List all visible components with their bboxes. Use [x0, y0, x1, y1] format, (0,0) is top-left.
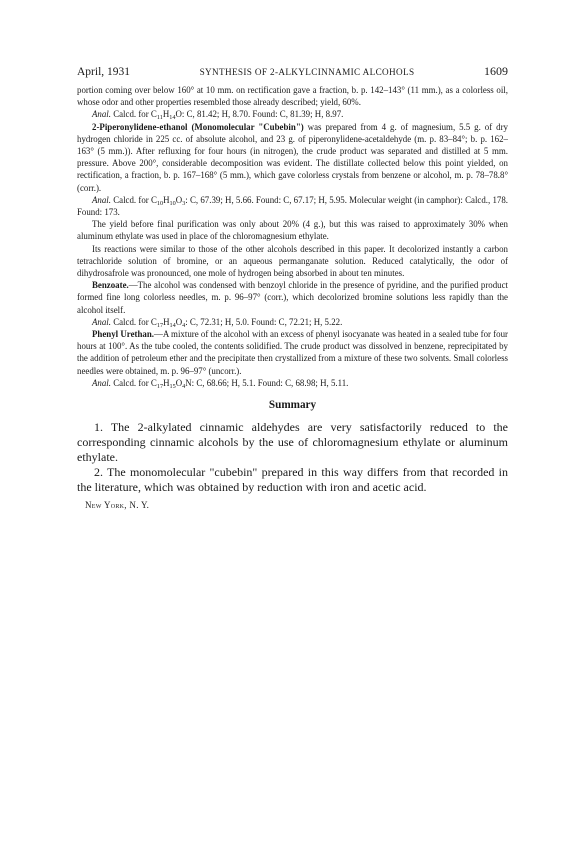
anal-values: : C, 67.39; H, 5.66. Found: C, 67.17; H, 5.95. Molecular weight (in camphor): Calcd., 178. Found: 173. [77, 194, 508, 218]
formula-element: O [175, 194, 183, 205]
anal-label: Anal. [92, 316, 111, 327]
formula-subscript: 14 [169, 114, 176, 122]
journal-page [77, 64, 508, 510]
formula-element: H [163, 377, 170, 388]
formula-element: N [185, 377, 192, 388]
paragraph-benzoate [77, 279, 508, 316]
formula-subscript: 10 [169, 199, 176, 207]
analysis-line-1 [77, 108, 508, 120]
anal-calcd-prefix: Calcd. for C [113, 377, 157, 388]
compound-heading: Phenyl Urethan. [92, 329, 154, 340]
paragraph-reactions: Its reactions were similar to those of the other alcohols described in this paper. It decolorized instantly a carbon tetrachloride solution of bromine, or an aqueous permanganate solution. Reduced catalytically, the odor of dihydrosafrole was pronounced, one mole of hydrogen being absorbed in about ten minutes. [77, 243, 508, 279]
analysis-line-2 [77, 194, 508, 218]
header-title: SYNTHESIS OF 2-ALKYLCINNAMIC ALCOHOLS [199, 67, 415, 77]
formula-subscript: 11 [156, 114, 163, 122]
header-date: April, 1931 [77, 66, 131, 78]
summary-section [77, 420, 508, 495]
location-signoff: New York, N. Y. [85, 500, 150, 511]
anal-calcd-prefix: Calcd. for C [113, 109, 157, 120]
anal-values: : C, 81.42; H, 8.70. Found: C, 81.39; H, 8.97. [181, 109, 344, 120]
anal-label: Anal. [92, 377, 111, 388]
paragraph-urethan [77, 328, 508, 377]
formula-subscript: 14 [169, 321, 176, 329]
paragraph-text: was prepared from 4 g. of magnesium, 5.5 g. of dry hydrogen chloride in 225 cc. of absolute alcohol, and 23 g. of piperonylidene-acetaldehyde (m. p. 83–84°; b. p. 162–163° (5 mm.)). After refluxing for four hours (in nitrogen), the crude product was separated and distilled at 5 mm. pressure. Above 200°, considerable decomposition was evident. The distillate collected below this point yielded, on rectification, a fraction, b. p. 167–168° (5 mm.), which gave colorless crystals from benzene or alcohol, m. p. 78–78.8° (corr.). [77, 121, 508, 193]
formula-subscript: 17 [156, 321, 164, 329]
anal-label: Anal. [92, 109, 111, 120]
formula-element: H [163, 194, 170, 205]
formula-element: H [163, 316, 170, 327]
formula-element: O [175, 316, 183, 327]
paragraph-continuation: portion coming over below 160° at 10 mm. on rectification gave a fraction, b. p. 142–143° (11 mm.), as a colorless oil, whose odor and other properties resembled those already described; yield, 60%. [77, 85, 508, 108]
paragraph-text: —A mixture of the alcohol with an excess of phenyl isocyanate was heated in a sealed tube for four hours at 100°. As the tube cooled, the contents solidified. The crude product was dissolved in benzene, reprecipitated by the addition of petroleum ether and the precipitate then crystallized from a mixture of these two solvents. Small colorless needles were obtained, m. p. 96–97° (uncorr.). [77, 329, 508, 376]
anal-calcd-prefix: Calcd. for C [113, 316, 157, 327]
anal-values: : C, 72.31; H, 5.0. Found: C, 72.21; H, 5.22. [185, 316, 343, 327]
summary-heading: Summary [268, 399, 317, 412]
anal-values: : C, 68.66; H, 5.1. Found: C, 68.98; H, 5.11. [191, 377, 349, 388]
formula-element: H [162, 109, 170, 120]
compound-heading: 2-Piperonylidene-ethanol (Monomolecular "Cubebin") [92, 121, 304, 132]
page-number: 1609 [483, 64, 508, 78]
anal-label: Anal. [92, 194, 111, 205]
paragraph-text: —The alcohol was condensed with benzoyl chloride in the presence of pyridine, and the purified product formed fine long colorless needles, m. p. 96–97° (corr.), which decolorized bromine solutions less rapidly than the alcohol itself. [77, 280, 508, 315]
formula-subscript: 3 [182, 199, 186, 207]
running-header [77, 64, 508, 84]
formula-subscript: 17 [156, 382, 164, 390]
summary-item-2: 2. The monomolecular "cubebin" prepared in this way differs from that recorded in the literature, which was obtained by reduction with iron and acetic acid. [77, 465, 508, 495]
formula-subscript: 15 [169, 382, 176, 390]
paragraph-cubebin [77, 121, 508, 194]
experimental-section [77, 84, 508, 389]
anal-calcd-prefix: Calcd. for C [113, 194, 157, 205]
summary-item-1: 1. The 2-alkylated cinnamic aldehydes are very satisfactorily reduced to the corresponding cinnamic alcohols by the use of chloromagnesium ethylate or aluminum ethylate. [77, 420, 508, 465]
analysis-line-3 [77, 316, 508, 328]
analysis-line-4 [77, 377, 508, 389]
formula-subscript: 4 [182, 382, 186, 390]
paragraph-yield: The yield before final purification was only about 20% (4 g.), but this was raised to approximately 30% when aluminum ethylate was used in place of the chloromagnesium ethylate. [77, 219, 508, 242]
compound-heading: Benzoate. [92, 280, 129, 291]
formula-element: O [175, 109, 182, 120]
formula-subscript: 4 [182, 321, 186, 329]
formula-element: O [175, 377, 183, 388]
formula-subscript: 10 [156, 199, 164, 207]
